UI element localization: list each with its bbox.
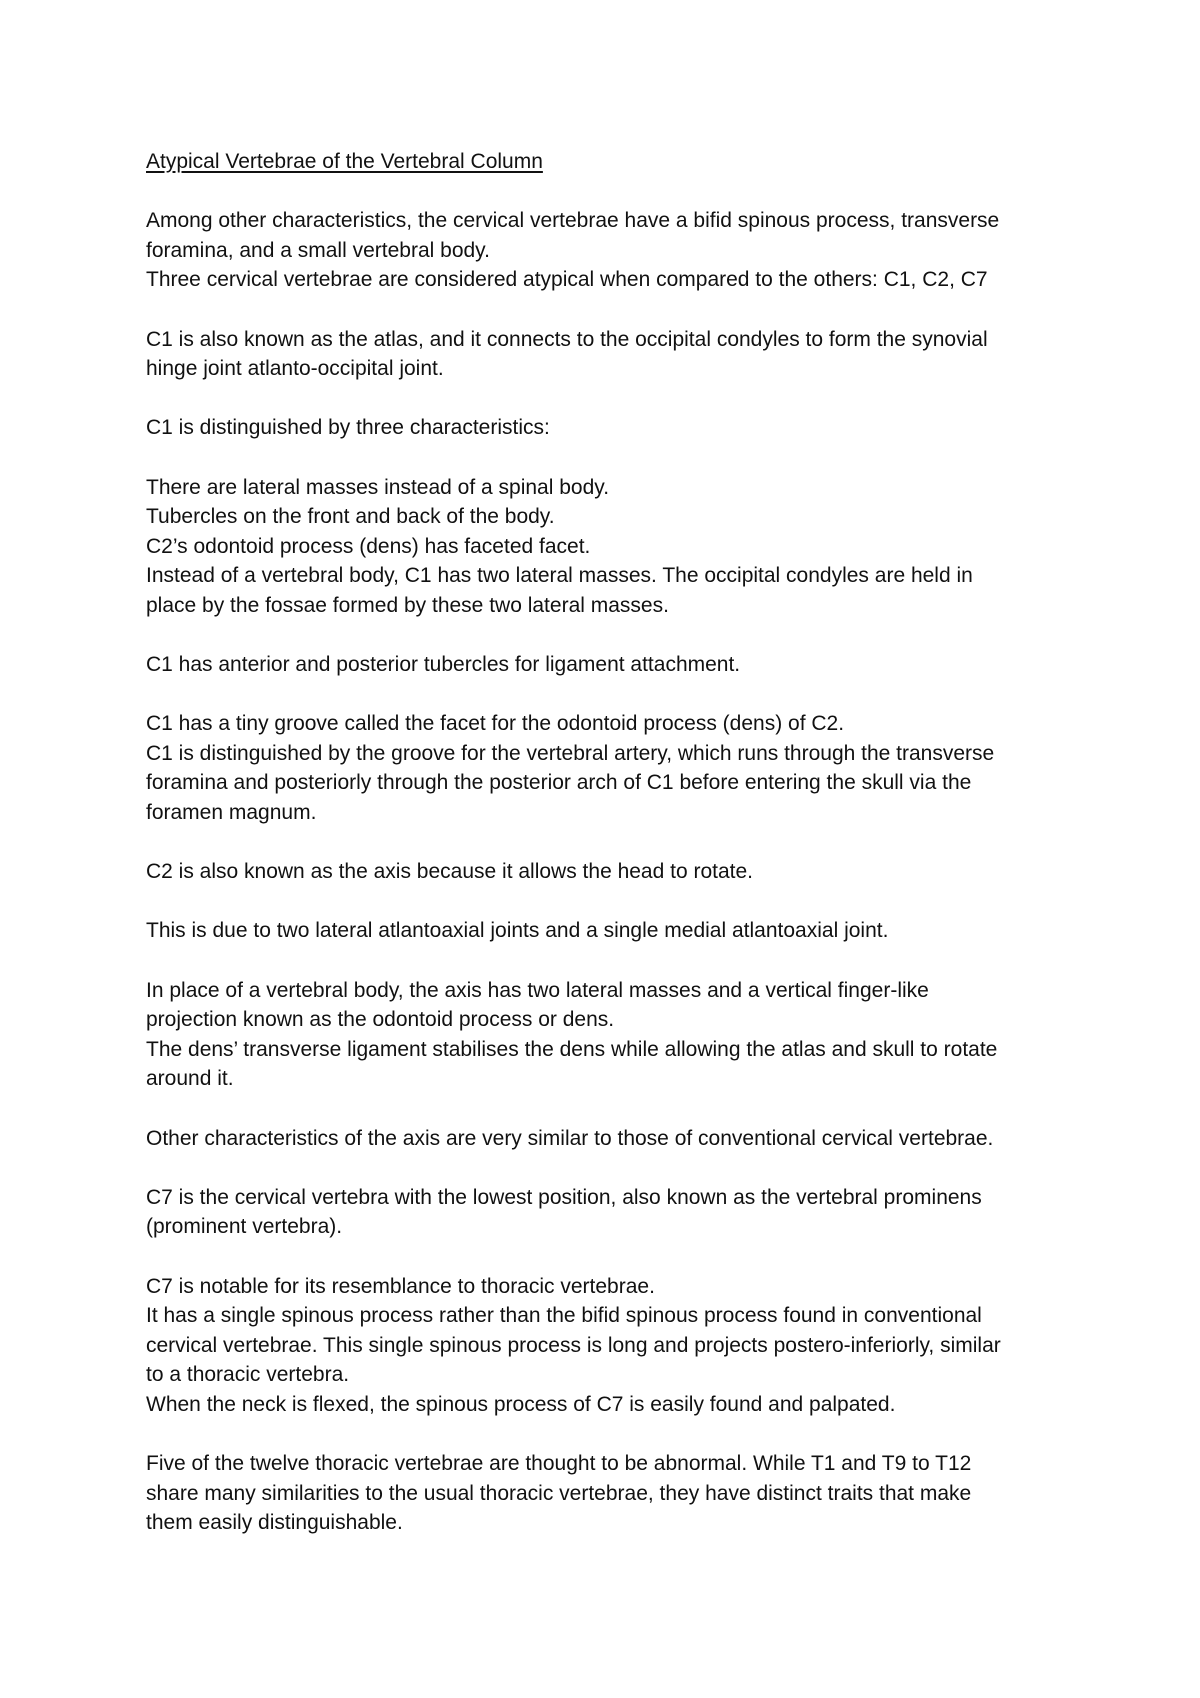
text-line: C2’s odontoid process (dens) has faceted facet. bbox=[146, 534, 591, 558]
text-line: There are lateral masses instead of a spinal body. bbox=[146, 475, 610, 499]
text-line: place by the fossae formed by these two lateral masses. bbox=[146, 593, 669, 617]
paragraph bbox=[146, 473, 1086, 621]
text-line: Tubercles on the front and back of the body. bbox=[146, 505, 555, 529]
document-title: Atypical Vertebrae of the Vertebral Column bbox=[146, 150, 543, 173]
text-line: them easily distinguishable. bbox=[146, 1511, 403, 1535]
paragraph bbox=[146, 857, 1086, 887]
document-body bbox=[146, 147, 1086, 1568]
text-line: C1 is distinguished by three characteristics: bbox=[146, 416, 550, 440]
paragraph bbox=[146, 325, 1086, 384]
paragraph bbox=[146, 976, 1086, 1094]
text-line: Among other characteristics, the cervical vertebrae have a bifid spinous process, transverse bbox=[146, 209, 1000, 233]
text-line: around it. bbox=[146, 1067, 234, 1091]
paragraph bbox=[146, 206, 1086, 295]
text-line: Other characteristics of the axis are very similar to those of conventional cervical vertebrae. bbox=[146, 1126, 994, 1150]
text-line: Three cervical vertebrae are considered atypical when compared to the others: C1, C2, C7 bbox=[146, 268, 988, 292]
text-line: C2 is also known as the axis because it allows the head to rotate. bbox=[146, 860, 754, 884]
text-line: C1 is distinguished by the groove for the vertebral artery, which runs through the transverse bbox=[146, 741, 995, 765]
paragraph bbox=[146, 709, 1086, 827]
text-line: foramina, and a small vertebral body. bbox=[146, 238, 490, 262]
text-line: foramen magnum. bbox=[146, 801, 317, 825]
text-line: C1 has a tiny groove called the facet for the odontoid process (dens) of C2. bbox=[146, 712, 845, 736]
text-line: share many similarities to the usual thoracic vertebrae, they have distinct traits that make bbox=[146, 1481, 972, 1505]
text-line: Five of the twelve thoracic vertebrae are thought to be abnormal. While T1 and T9 to T12 bbox=[146, 1452, 972, 1476]
text-line: hinge joint atlanto-occipital joint. bbox=[146, 357, 444, 381]
paragraph bbox=[146, 916, 1086, 946]
paragraph bbox=[146, 413, 1086, 443]
text-line: to a thoracic vertebra. bbox=[146, 1363, 350, 1387]
text-line: C7 is the cervical vertebra with the lowest position, also known as the vertebral prominens bbox=[146, 1185, 982, 1209]
text-line: C1 has anterior and posterior tubercles for ligament attachment. bbox=[146, 653, 741, 677]
text-line: C7 is notable for its resemblance to thoracic vertebrae. bbox=[146, 1274, 655, 1298]
paragraph bbox=[146, 1183, 1086, 1242]
text-line: When the neck is flexed, the spinous process of C7 is easily found and palpated. bbox=[146, 1392, 896, 1416]
text-line: cervical vertebrae. This single spinous process is long and projects postero-inferiorly, similar bbox=[146, 1333, 1001, 1357]
text-line: (prominent vertebra). bbox=[146, 1215, 343, 1239]
text-line: Instead of a vertebral body, C1 has two lateral masses. The occipital condyles are held in bbox=[146, 564, 973, 588]
paragraph bbox=[146, 1272, 1086, 1420]
text-line: In place of a vertebral body, the axis has two lateral masses and a vertical finger-like bbox=[146, 978, 929, 1002]
text-line: projection known as the odontoid process or dens. bbox=[146, 1008, 615, 1032]
text-line: C1 is also known as the atlas, and it connects to the occipital condyles to form the synovial bbox=[146, 327, 988, 351]
text-line: foramina and posteriorly through the posterior arch of C1 before entering the skull via the bbox=[146, 771, 972, 795]
text-line: The dens’ transverse ligament stabilises the dens while allowing the atlas and skull to rotate bbox=[146, 1037, 998, 1061]
paragraph bbox=[146, 1124, 1086, 1154]
paragraph bbox=[146, 650, 1086, 680]
text-line: This is due to two lateral atlantoaxial joints and a single medial atlantoaxial joint. bbox=[146, 919, 889, 943]
paragraph bbox=[146, 1449, 1086, 1538]
text-line: It has a single spinous process rather than the bifid spinous process found in conventional bbox=[146, 1304, 982, 1328]
paragraph-list bbox=[146, 206, 1086, 1538]
